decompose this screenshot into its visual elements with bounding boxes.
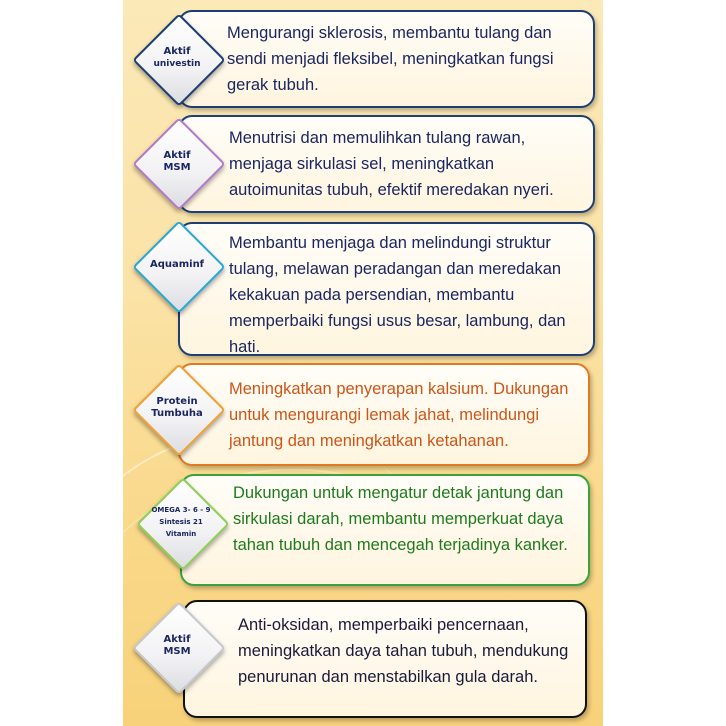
badge-line: OMEGA 3- 6 - 9 xyxy=(151,506,211,514)
badge-line: MSM xyxy=(163,162,191,173)
badge-line: Aktif xyxy=(163,46,191,57)
diamond-label-aquaminf xyxy=(133,221,221,309)
card-text-univestin: Mengurangi sklerosis, membantu tulang dan sendi menjadi fleksibel, meningkatkan fungsi gerak tubuh. xyxy=(227,24,554,94)
card-text-omega: Dukungan untuk mengatur detak jantung dan sirkulasi darah, membantu memperkuat daya tahan tubuh dan mencegah terjadinya kanker. xyxy=(233,484,568,554)
diamond-badge-msm xyxy=(133,118,221,206)
badge-line: Tumbuha xyxy=(151,408,203,419)
badge-line: Sintesis 21 xyxy=(159,518,203,526)
card-text-aquaminf: Membantu menjaga dan melindungi struktur tulang, melawan peradangan dan meredakan kekakuan pada persendian, membantu memperbaiki fungsi usus besar, lambung, dan hati. xyxy=(229,234,566,356)
diamond-label-omega xyxy=(137,478,225,566)
diamond-label-protein xyxy=(133,364,221,452)
badge-line: Aktif xyxy=(163,150,191,161)
badge-line: Aquaminf xyxy=(149,259,205,270)
card-text-protein: Meningkatkan penyerapan kalsium. Dukungan untuk mengurangi lemak jahat, melindungi jantung dan meningkatkan ketahanan. xyxy=(229,380,569,450)
badge-line: univestin xyxy=(153,59,201,69)
badge-line: Vitamin xyxy=(165,530,197,538)
diamond-badge-msm-2 xyxy=(133,602,221,690)
badge-line: Protein xyxy=(156,396,198,407)
diamond-label-univestin xyxy=(133,14,221,102)
diamond-badge-omega xyxy=(137,478,225,566)
diamond-badge-univestin xyxy=(133,14,221,102)
badge-line: MSM xyxy=(163,646,191,657)
diamond-label-msm-2 xyxy=(133,602,221,690)
badge-line: Aktif xyxy=(163,634,191,645)
card-text-msm: Menutrisi dan memulihkan tulang rawan, menjaga sirkulasi sel, meningkatkan autoimunitas tubuh, efektif meredakan nyeri. xyxy=(229,129,554,199)
diamond-badge-aquaminf xyxy=(133,221,221,309)
diamond-badge-protein xyxy=(133,364,221,452)
card-text-msm-2: Anti-oksidan, memperbaiki pencernaan, meningkatkan daya tahan tubuh, mendukung penurunan dan menstabilkan gula darah. xyxy=(238,616,569,686)
diamond-label-msm xyxy=(133,118,221,206)
